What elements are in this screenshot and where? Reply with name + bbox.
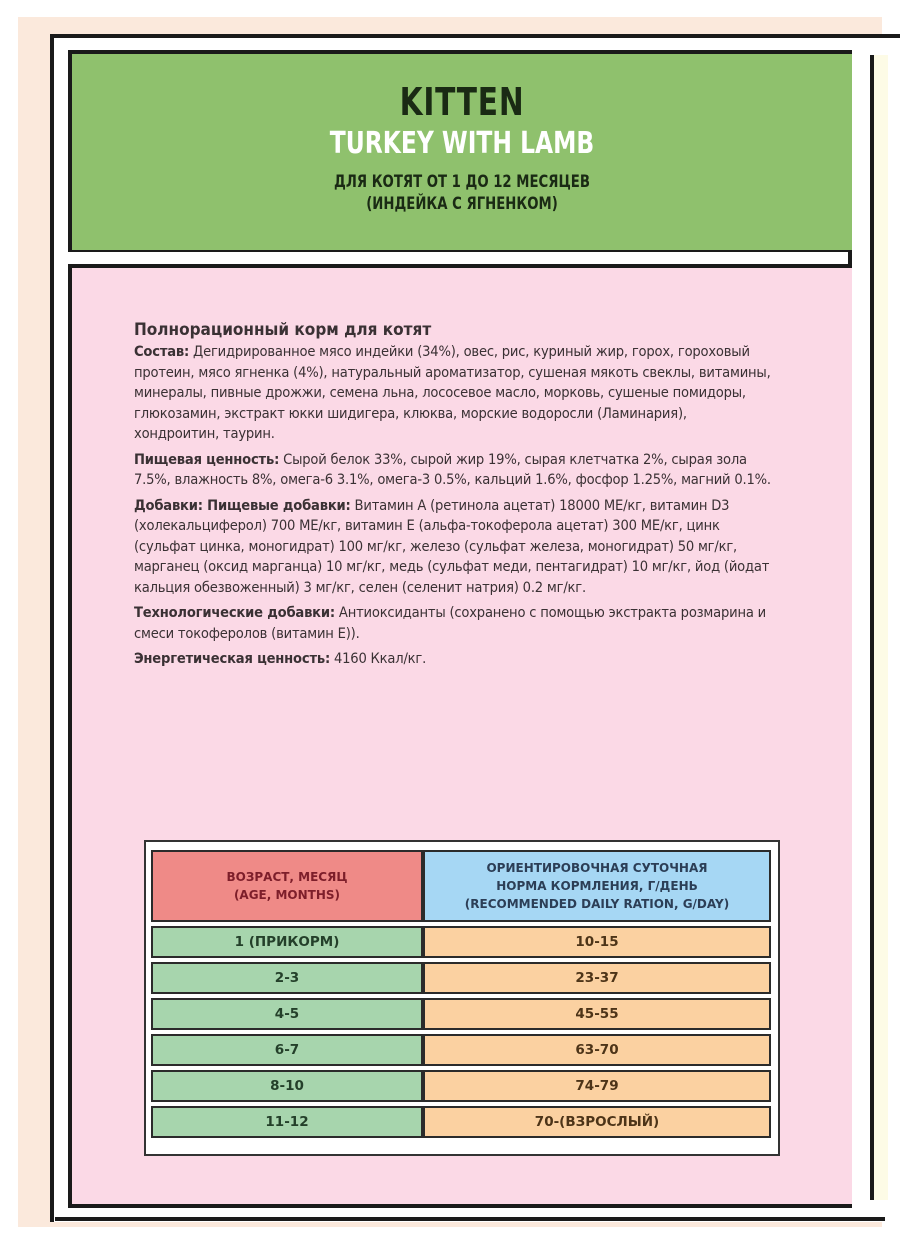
frame-bottom-line — [55, 1217, 885, 1221]
additives-text: Витамин А (ретинола ацетат) 18000 МЕ/кг, витамин D3 (холекальциферол) 700 МЕ/кг, витамин Е (альфа-токоферола ацетат) 300 МЕ/кг, цинк (сульфат цинка, моногидрат) 100 мг/кг, железо (сульфат железа, моногидрат) 50 мг/кг, марганец (оксид марганца) 10 мг/кг, медь (сульфат меди, пентагидрат) 10 мг/кг, йод (йодат кальция обезвоженный) 3 мг/кг, селен (селенит натрия) 0.2 мг/кг. — [134, 496, 770, 596]
description-line-2: (ИНДЕЙКА С ЯГНЕНКОМ) — [366, 194, 558, 214]
table-row — [151, 1106, 771, 1138]
product-title: KITTEN — [399, 80, 525, 124]
ration-cell: 45-55 — [423, 998, 771, 1030]
nutrition-text: Сырой белок 33%, сырой жир 19%, сырая клетчатка 2%, сырая зола 7.5%, влажность 8%, омега-6 3.1%, омега-3 0.5%, кальций 1.6%, фосфор 1.25%, магний 0.1%. — [134, 450, 771, 488]
header-age-line-2: (AGE, MONTHS) — [233, 888, 341, 902]
ration-cell: 63-70 — [423, 1034, 771, 1066]
composition-label: Состав: — [134, 343, 190, 360]
ration-cell: 70-(ВЗРОСЛЫЙ) — [423, 1106, 771, 1138]
composition-text: Дегидрированное мясо индейки (34%), овес, рис, куриный жир, горох, гороховый протеин, мясо ягненка (4%), натуральный ароматизатор, сушеная мякоть свеклы, витамины, минералы, пивные дрожжи, семена льна, лососевое масло, морковь, сушеные помидоры, глюкозамин, экстракт юкки шидигера, клюква, морские водоросли (Ламинария), хондроитин, таурин. — [134, 343, 771, 442]
energy-text: 4160 Ккал/кг. — [330, 650, 427, 667]
age-cell: 6-7 — [151, 1034, 423, 1066]
table-row — [151, 1070, 771, 1102]
description-line-1: ДЛЯ КОТЯТ ОТ 1 ДО 12 МЕСЯЦЕВ — [334, 172, 590, 192]
ration-cell: 23-37 — [423, 962, 771, 994]
header-ration-line-2: НОРМА КОРМЛЕНИЯ, Г/ДЕНЬ — [496, 879, 698, 893]
header-ration-line-3: (RECOMMENDED DAILY RATION, G/DAY) — [464, 897, 730, 911]
header-ration-line-1: ОРИЕНТИРОВОЧНАЯ СУТОЧНАЯ — [486, 861, 708, 875]
side-strip — [870, 55, 888, 1200]
info-heading: Полнорационный корм для котят — [134, 320, 432, 340]
table-header-row — [151, 850, 771, 922]
ration-cell: 10-15 — [423, 926, 771, 958]
header-age — [151, 850, 423, 922]
age-cell: 8-10 — [151, 1070, 423, 1102]
product-header — [68, 50, 852, 254]
age-cell: 11-12 — [151, 1106, 423, 1138]
additives — [134, 496, 774, 599]
table-row — [151, 1034, 771, 1066]
ration-cell: 74-79 — [423, 1070, 771, 1102]
energy — [134, 649, 774, 670]
feeding-table — [144, 840, 780, 1156]
product-info — [134, 320, 774, 675]
age-cell: 1 (ПРИКОРМ) — [151, 926, 423, 958]
composition — [134, 342, 774, 445]
additives-label: Добавки: Пищевые добавки: — [134, 496, 351, 514]
feeding-table-grid — [151, 846, 771, 1142]
age-cell: 4-5 — [151, 998, 423, 1030]
header-ration — [423, 850, 771, 922]
product-description — [158, 171, 766, 215]
tech-label: Технологические добавки: — [134, 604, 335, 621]
table-row — [151, 926, 771, 958]
tech-text: Антиоксиданты (сохранено с помощью экстракта розмарина и смеси токоферолов (витамин Е)). — [134, 604, 766, 642]
tech-additives — [134, 603, 774, 644]
nutrition — [134, 450, 774, 491]
age-cell: 2-3 — [151, 962, 423, 994]
header-age-line-1: ВОЗРАСТ, МЕСЯЦ — [226, 870, 348, 884]
energy-label: Энергетическая ценность: — [134, 650, 331, 667]
nutrition-label: Пищевая ценность: — [134, 450, 280, 468]
table-row — [151, 962, 771, 994]
table-row — [151, 998, 771, 1030]
header-separator — [68, 252, 848, 268]
product-flavor: TURKEY WITH LAMB — [329, 126, 595, 161]
info-panel — [68, 268, 852, 1208]
